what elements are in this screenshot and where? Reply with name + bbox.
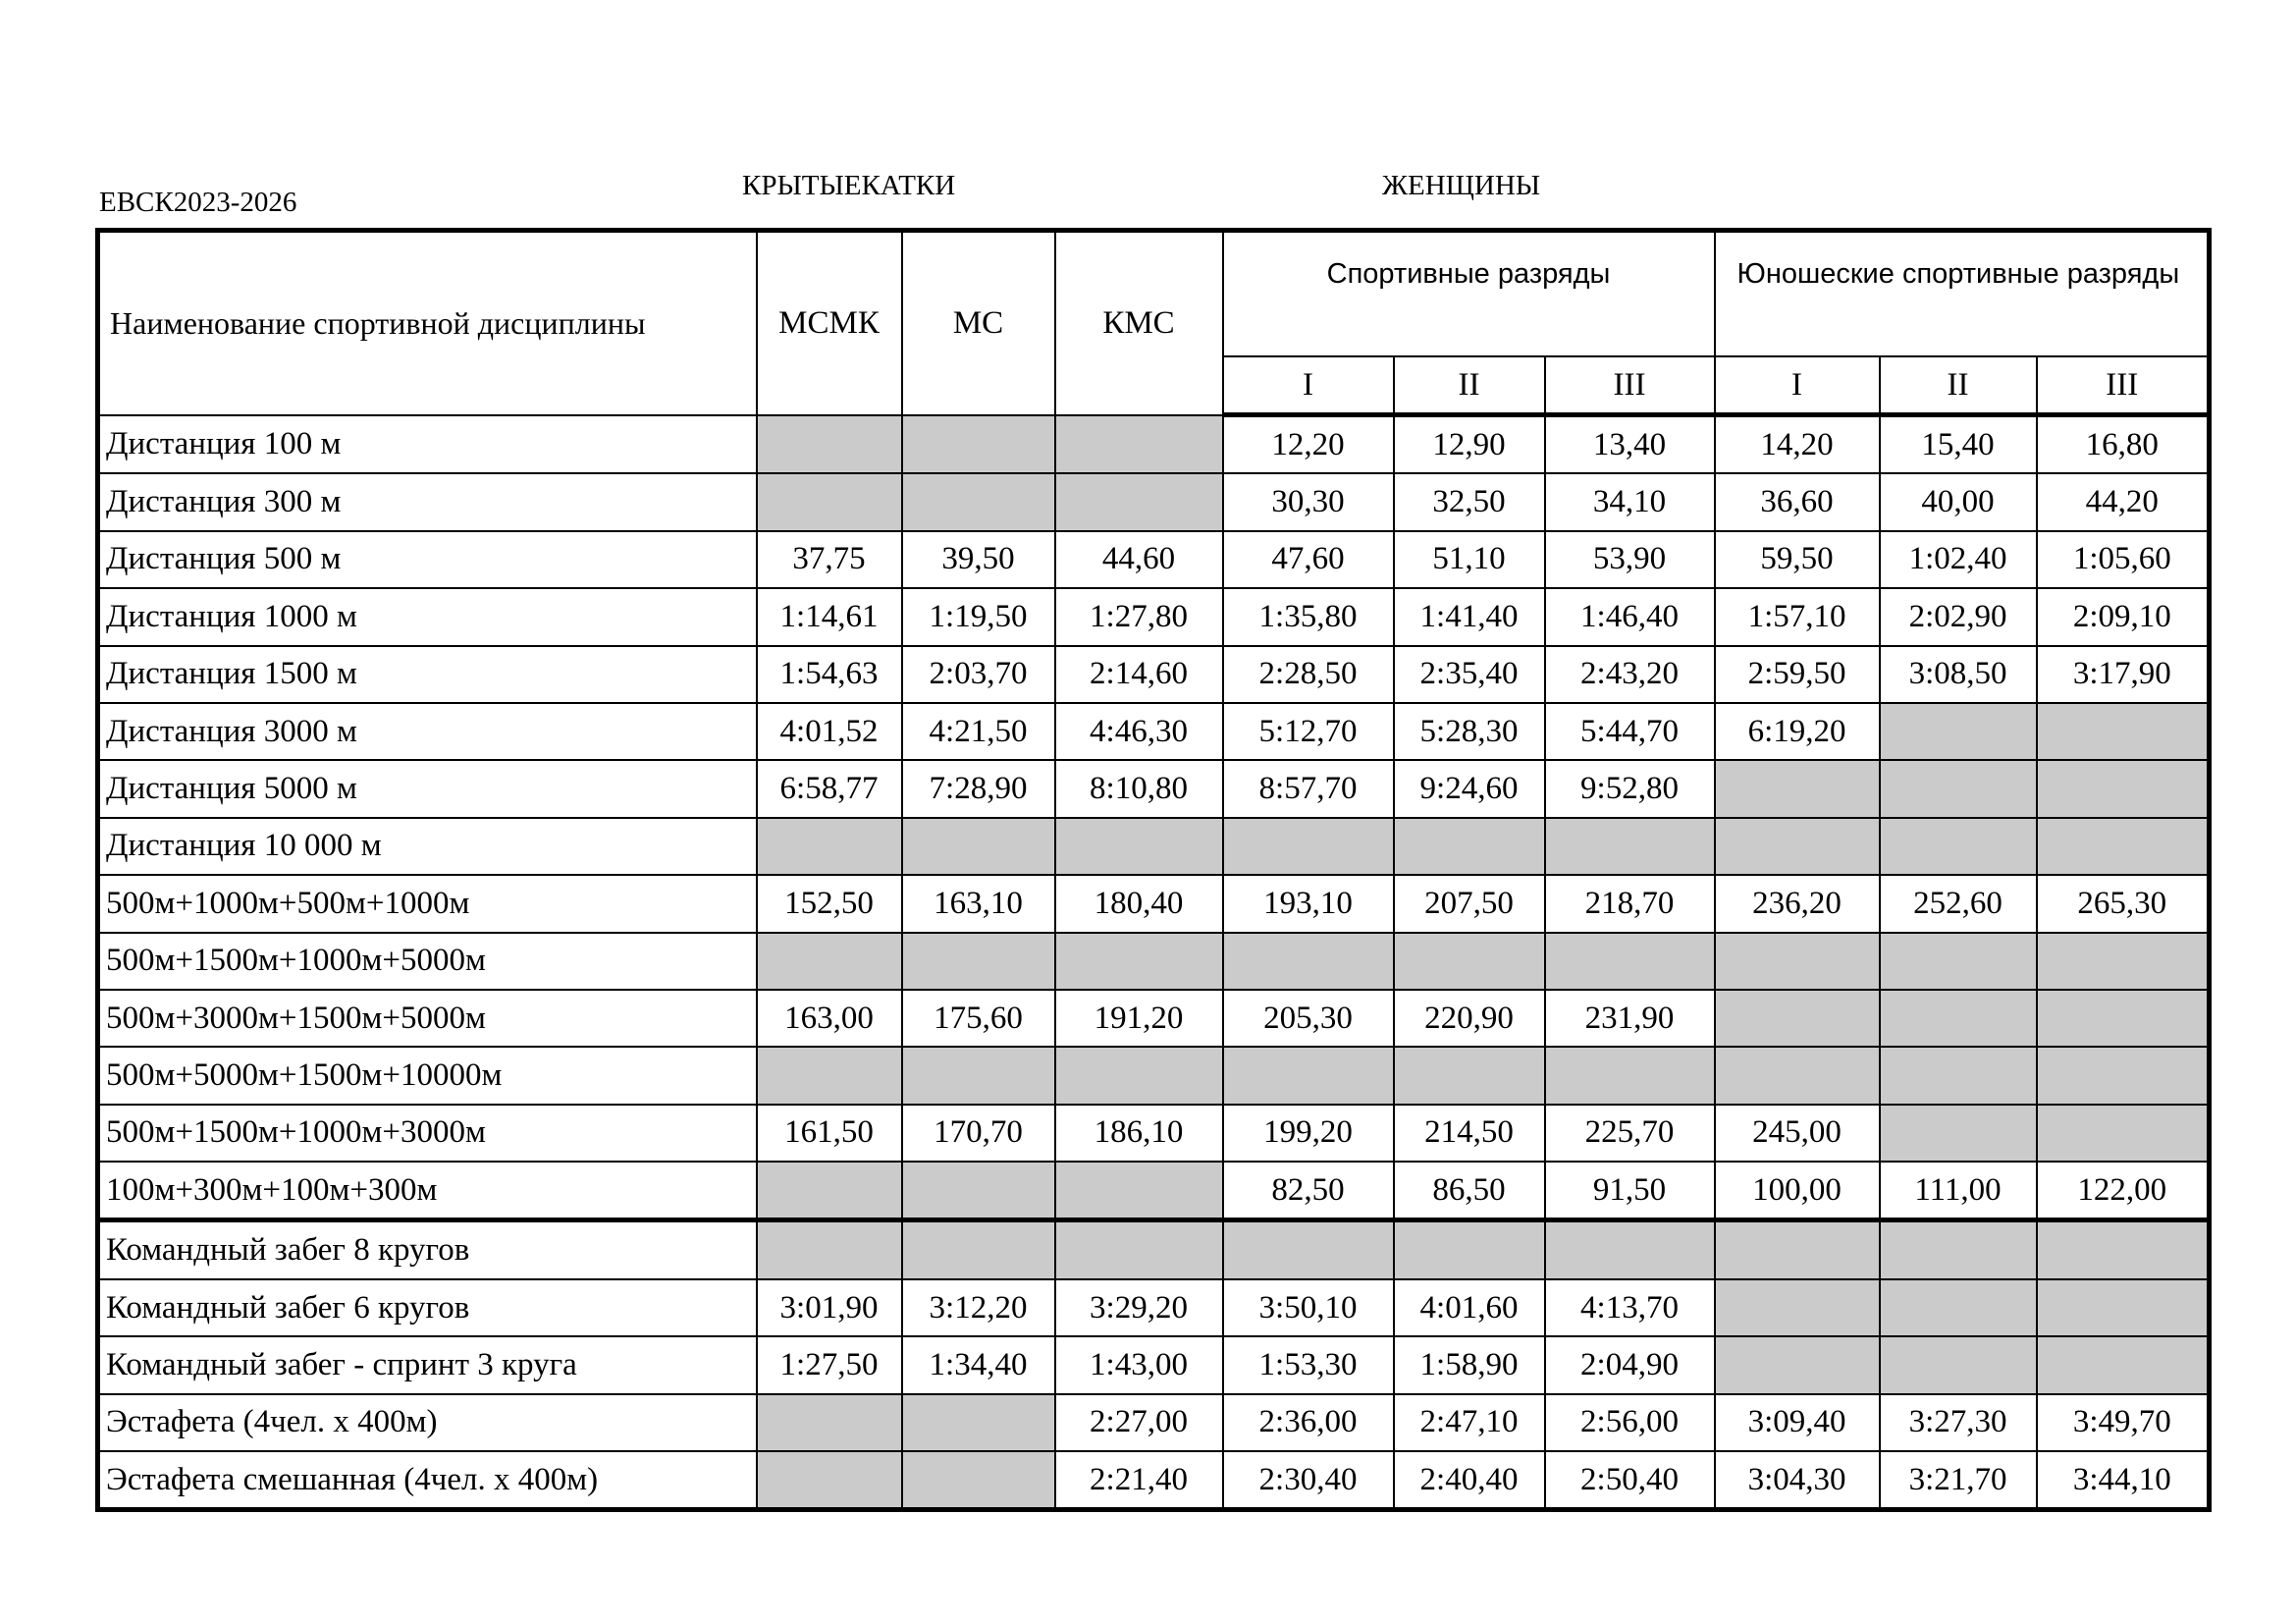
standard-value: 2:27,00 — [1055, 1394, 1223, 1451]
empty-cell — [2037, 760, 2210, 817]
table-row — [98, 1336, 2210, 1393]
standard-value: 3:04,30 — [1715, 1451, 1880, 1510]
discipline-name: Дистанция 3000 м — [98, 703, 757, 760]
standard-value: 218,70 — [1545, 875, 1715, 932]
standard-value: 225,70 — [1545, 1105, 1715, 1162]
rank-header-youth-3: III — [2037, 356, 2210, 415]
document-code: ЕВСК2023-2026 — [99, 187, 297, 218]
standard-value: 4:21,50 — [902, 703, 1055, 760]
standard-value: 2:21,40 — [1055, 1451, 1223, 1510]
empty-cell — [1394, 933, 1545, 990]
table-row — [98, 1451, 2210, 1510]
standard-value: 207,50 — [1394, 875, 1545, 932]
title-header-ms: МС — [902, 231, 1055, 415]
empty-cell — [2037, 1336, 2210, 1393]
empty-cell — [1880, 760, 2037, 817]
standard-value: 34,10 — [1545, 473, 1715, 530]
standard-value: 193,10 — [1223, 875, 1394, 932]
standard-value: 47,60 — [1223, 531, 1394, 588]
empty-cell — [1715, 818, 1880, 875]
empty-cell — [1545, 933, 1715, 990]
discipline-name: Дистанция 500 м — [98, 531, 757, 588]
standard-value: 161,50 — [757, 1105, 902, 1162]
standard-value: 2:40,40 — [1394, 1451, 1545, 1510]
standard-value: 1:02,40 — [1880, 531, 2037, 588]
discipline-name: 500м+5000м+1500м+10000м — [98, 1047, 757, 1104]
empty-cell — [1055, 1220, 1223, 1279]
standard-value: 1:58,90 — [1394, 1336, 1545, 1393]
empty-cell — [1223, 1047, 1394, 1104]
standards-table — [95, 228, 2212, 1512]
standard-value: 1:19,50 — [902, 588, 1055, 645]
standard-value: 245,00 — [1715, 1105, 1880, 1162]
empty-cell — [1055, 415, 1223, 474]
standard-value: 4:01,52 — [757, 703, 902, 760]
empty-cell — [1545, 818, 1715, 875]
standard-value: 3:09,40 — [1715, 1394, 1880, 1451]
standard-value: 186,10 — [1055, 1105, 1223, 1162]
standard-value: 2:30,40 — [1223, 1451, 1394, 1510]
standard-value: 2:04,90 — [1545, 1336, 1715, 1393]
discipline-name: Дистанция 100 м — [98, 415, 757, 474]
discipline-name: Командный забег 8 кругов — [98, 1220, 757, 1279]
table-row — [98, 1105, 2210, 1162]
standard-value: 231,90 — [1545, 990, 1715, 1047]
empty-cell — [1880, 1279, 2037, 1336]
empty-cell — [1055, 818, 1223, 875]
standard-value: 2:59,50 — [1715, 646, 1880, 703]
empty-cell — [1223, 1220, 1394, 1279]
standard-value: 36,60 — [1715, 473, 1880, 530]
rank-header-sport-1: I — [1223, 356, 1394, 415]
empty-cell — [1545, 1220, 1715, 1279]
standard-value: 163,10 — [902, 875, 1055, 932]
standard-value: 1:05,60 — [2037, 531, 2210, 588]
standard-value: 180,40 — [1055, 875, 1223, 932]
youth-ranks-header: Юношеские спортивные разряды — [1715, 231, 2210, 357]
standard-value: 2:47,10 — [1394, 1394, 1545, 1451]
standard-value: 1:57,10 — [1715, 588, 1880, 645]
empty-cell — [2037, 1279, 2210, 1336]
discipline-name: 500м+1500м+1000м+5000м — [98, 933, 757, 990]
empty-cell — [1880, 933, 2037, 990]
standard-value: 86,50 — [1394, 1162, 1545, 1220]
standard-value: 3:12,20 — [902, 1279, 1055, 1336]
empty-cell — [1880, 1220, 2037, 1279]
empty-cell — [1715, 760, 1880, 817]
discipline-name: Дистанция 300 м — [98, 473, 757, 530]
standards-table-body — [98, 415, 2210, 1510]
discipline-name: 500м+1000м+500м+1000м — [98, 875, 757, 932]
empty-cell — [1223, 933, 1394, 990]
standard-value: 16,80 — [2037, 415, 2210, 474]
empty-cell — [1880, 818, 2037, 875]
empty-cell — [757, 1220, 902, 1279]
standard-value: 12,20 — [1223, 415, 1394, 474]
empty-cell — [2037, 1105, 2210, 1162]
table-row — [98, 1279, 2210, 1336]
table-row — [98, 1394, 2210, 1451]
standard-value: 7:28,90 — [902, 760, 1055, 817]
standard-value: 170,70 — [902, 1105, 1055, 1162]
standard-value: 6:19,20 — [1715, 703, 1880, 760]
standard-value: 3:27,30 — [1880, 1394, 2037, 1451]
standard-value: 2:56,00 — [1545, 1394, 1715, 1451]
empty-cell — [1055, 1047, 1223, 1104]
standard-value: 91,50 — [1545, 1162, 1715, 1220]
empty-cell — [1715, 1047, 1880, 1104]
standard-value: 3:50,10 — [1223, 1279, 1394, 1336]
standard-value: 152,50 — [757, 875, 902, 932]
venue-label: КРЫТЫЕКАТКИ — [742, 170, 956, 201]
standard-value: 44,60 — [1055, 531, 1223, 588]
standard-value: 5:44,70 — [1545, 703, 1715, 760]
standard-value: 1:41,40 — [1394, 588, 1545, 645]
empty-cell — [757, 415, 902, 474]
table-row — [98, 990, 2210, 1047]
standard-value: 13,40 — [1545, 415, 1715, 474]
empty-cell — [1545, 1047, 1715, 1104]
standard-value: 1:53,30 — [1223, 1336, 1394, 1393]
standard-value: 3:44,10 — [2037, 1451, 2210, 1510]
standard-value: 1:46,40 — [1545, 588, 1715, 645]
standard-value: 14,20 — [1715, 415, 1880, 474]
standard-value: 2:14,60 — [1055, 646, 1223, 703]
standard-value: 1:54,63 — [757, 646, 902, 703]
empty-cell — [1715, 1336, 1880, 1393]
table-row — [98, 646, 2210, 703]
table-row — [98, 818, 2210, 875]
discipline-name: Эстафета (4чел. х 400м) — [98, 1394, 757, 1451]
standard-value: 2:50,40 — [1545, 1451, 1715, 1510]
rank-header-youth-2: II — [1880, 356, 2037, 415]
standard-value: 9:24,60 — [1394, 760, 1545, 817]
discipline-name: 500м+1500м+1000м+3000м — [98, 1105, 757, 1162]
standard-value: 59,50 — [1715, 531, 1880, 588]
standard-value: 4:46,30 — [1055, 703, 1223, 760]
title-header-kms: КМС — [1055, 231, 1223, 415]
empty-cell — [1880, 703, 2037, 760]
standard-value: 1:34,40 — [902, 1336, 1055, 1393]
empty-cell — [1715, 990, 1880, 1047]
empty-cell — [1055, 933, 1223, 990]
table-row — [98, 415, 2210, 474]
standard-value: 53,90 — [1545, 531, 1715, 588]
table-row — [98, 1220, 2210, 1279]
sport-ranks-header: Спортивные разряды — [1223, 231, 1715, 357]
standard-value: 265,30 — [2037, 875, 2210, 932]
table-row — [98, 1162, 2210, 1220]
empty-cell — [2037, 933, 2210, 990]
empty-cell — [902, 1047, 1055, 1104]
empty-cell — [757, 818, 902, 875]
standard-value: 1:35,80 — [1223, 588, 1394, 645]
table-row — [98, 703, 2210, 760]
rank-header-sport-3: III — [1545, 356, 1715, 415]
standard-value: 199,20 — [1223, 1105, 1394, 1162]
table-row — [98, 473, 2210, 530]
empty-cell — [757, 1162, 902, 1220]
empty-cell — [757, 1394, 902, 1451]
empty-cell — [1055, 473, 1223, 530]
standard-value: 15,40 — [1880, 415, 2037, 474]
discipline-name: Дистанция 1000 м — [98, 588, 757, 645]
standard-value: 12,90 — [1394, 415, 1545, 474]
discipline-name: Дистанция 1500 м — [98, 646, 757, 703]
standard-value: 30,30 — [1223, 473, 1394, 530]
empty-cell — [757, 933, 902, 990]
empty-cell — [2037, 703, 2210, 760]
table-row — [98, 875, 2210, 932]
standard-value: 2:36,00 — [1223, 1394, 1394, 1451]
standard-value: 252,60 — [1880, 875, 2037, 932]
table-row — [98, 531, 2210, 588]
standard-value: 1:27,50 — [757, 1336, 902, 1393]
empty-cell — [757, 1047, 902, 1104]
empty-cell — [757, 473, 902, 530]
standard-value: 214,50 — [1394, 1105, 1545, 1162]
discipline-name: Дистанция 5000 м — [98, 760, 757, 817]
standard-value: 1:27,80 — [1055, 588, 1223, 645]
standard-value: 2:02,90 — [1880, 588, 2037, 645]
standard-value: 1:43,00 — [1055, 1336, 1223, 1393]
standard-value: 4:01,60 — [1394, 1279, 1545, 1336]
standard-value: 37,75 — [757, 531, 902, 588]
title-header-msmk: МСМК — [757, 231, 902, 415]
empty-cell — [902, 933, 1055, 990]
standard-value: 6:58,77 — [757, 760, 902, 817]
standard-value: 39,50 — [902, 531, 1055, 588]
standard-value: 236,20 — [1715, 875, 1880, 932]
standard-value: 3:01,90 — [757, 1279, 902, 1336]
discipline-name: 500м+3000м+1500м+5000м — [98, 990, 757, 1047]
empty-cell — [2037, 818, 2210, 875]
empty-cell — [1394, 1047, 1545, 1104]
standard-value: 9:52,80 — [1545, 760, 1715, 817]
discipline-name: Дистанция 10 000 м — [98, 818, 757, 875]
empty-cell — [2037, 1220, 2210, 1279]
standard-value: 2:28,50 — [1223, 646, 1394, 703]
empty-cell — [1394, 1220, 1545, 1279]
standard-value: 82,50 — [1223, 1162, 1394, 1220]
discipline-name: Командный забег - спринт 3 круга — [98, 1336, 757, 1393]
discipline-name: Командный забег 6 кругов — [98, 1279, 757, 1336]
empty-cell — [1394, 818, 1545, 875]
standard-value: 40,00 — [1880, 473, 2037, 530]
standard-value: 3:49,70 — [2037, 1394, 2210, 1451]
standard-value: 8:57,70 — [1223, 760, 1394, 817]
standard-value: 1:14,61 — [757, 588, 902, 645]
standard-value: 32,50 — [1394, 473, 1545, 530]
empty-cell — [902, 1162, 1055, 1220]
empty-cell — [902, 1394, 1055, 1451]
rank-header-sport-2: II — [1394, 356, 1545, 415]
standard-value: 3:17,90 — [2037, 646, 2210, 703]
standard-value: 205,30 — [1223, 990, 1394, 1047]
empty-cell — [902, 415, 1055, 474]
empty-cell — [757, 1451, 902, 1510]
empty-cell — [2037, 990, 2210, 1047]
empty-cell — [1880, 1105, 2037, 1162]
empty-cell — [902, 1220, 1055, 1279]
empty-cell — [1715, 1279, 1880, 1336]
standard-value: 51,10 — [1394, 531, 1545, 588]
standard-value: 2:09,10 — [2037, 588, 2210, 645]
table-row — [98, 588, 2210, 645]
empty-cell — [1880, 1336, 2037, 1393]
discipline-name: 100м+300м+100м+300м — [98, 1162, 757, 1220]
empty-cell — [902, 1451, 1055, 1510]
standard-value: 4:13,70 — [1545, 1279, 1715, 1336]
empty-cell — [2037, 1047, 2210, 1104]
standard-value: 3:08,50 — [1880, 646, 2037, 703]
standard-value: 2:35,40 — [1394, 646, 1545, 703]
standard-value: 100,00 — [1715, 1162, 1880, 1220]
empty-cell — [1880, 990, 2037, 1047]
standard-value: 2:43,20 — [1545, 646, 1715, 703]
empty-cell — [1223, 818, 1394, 875]
table-row — [98, 1047, 2210, 1104]
standard-value: 191,20 — [1055, 990, 1223, 1047]
empty-cell — [1715, 933, 1880, 990]
standard-value: 8:10,80 — [1055, 760, 1223, 817]
empty-cell — [1880, 1047, 2037, 1104]
standard-value: 175,60 — [902, 990, 1055, 1047]
empty-cell — [902, 818, 1055, 875]
standard-value: 220,90 — [1394, 990, 1545, 1047]
standard-value: 3:29,20 — [1055, 1279, 1223, 1336]
rank-header-youth-1: I — [1715, 356, 1880, 415]
table-row — [98, 760, 2210, 817]
standard-value: 5:28,30 — [1394, 703, 1545, 760]
standard-value: 2:03,70 — [902, 646, 1055, 703]
standard-value: 122,00 — [2037, 1162, 2210, 1220]
empty-cell — [902, 473, 1055, 530]
standard-value: 44,20 — [2037, 473, 2210, 530]
discipline-column-header: Наименование спортивной дисциплины — [98, 231, 757, 415]
standard-value: 163,00 — [757, 990, 902, 1047]
standard-value: 111,00 — [1880, 1162, 2037, 1220]
table-row — [98, 933, 2210, 990]
discipline-name: Эстафета смешанная (4чел. х 400м) — [98, 1451, 757, 1510]
standard-value: 3:21,70 — [1880, 1451, 2037, 1510]
category-label: ЖЕНЩИНЫ — [1382, 170, 1541, 201]
empty-cell — [1055, 1162, 1223, 1220]
standard-value: 5:12,70 — [1223, 703, 1394, 760]
empty-cell — [1715, 1220, 1880, 1279]
